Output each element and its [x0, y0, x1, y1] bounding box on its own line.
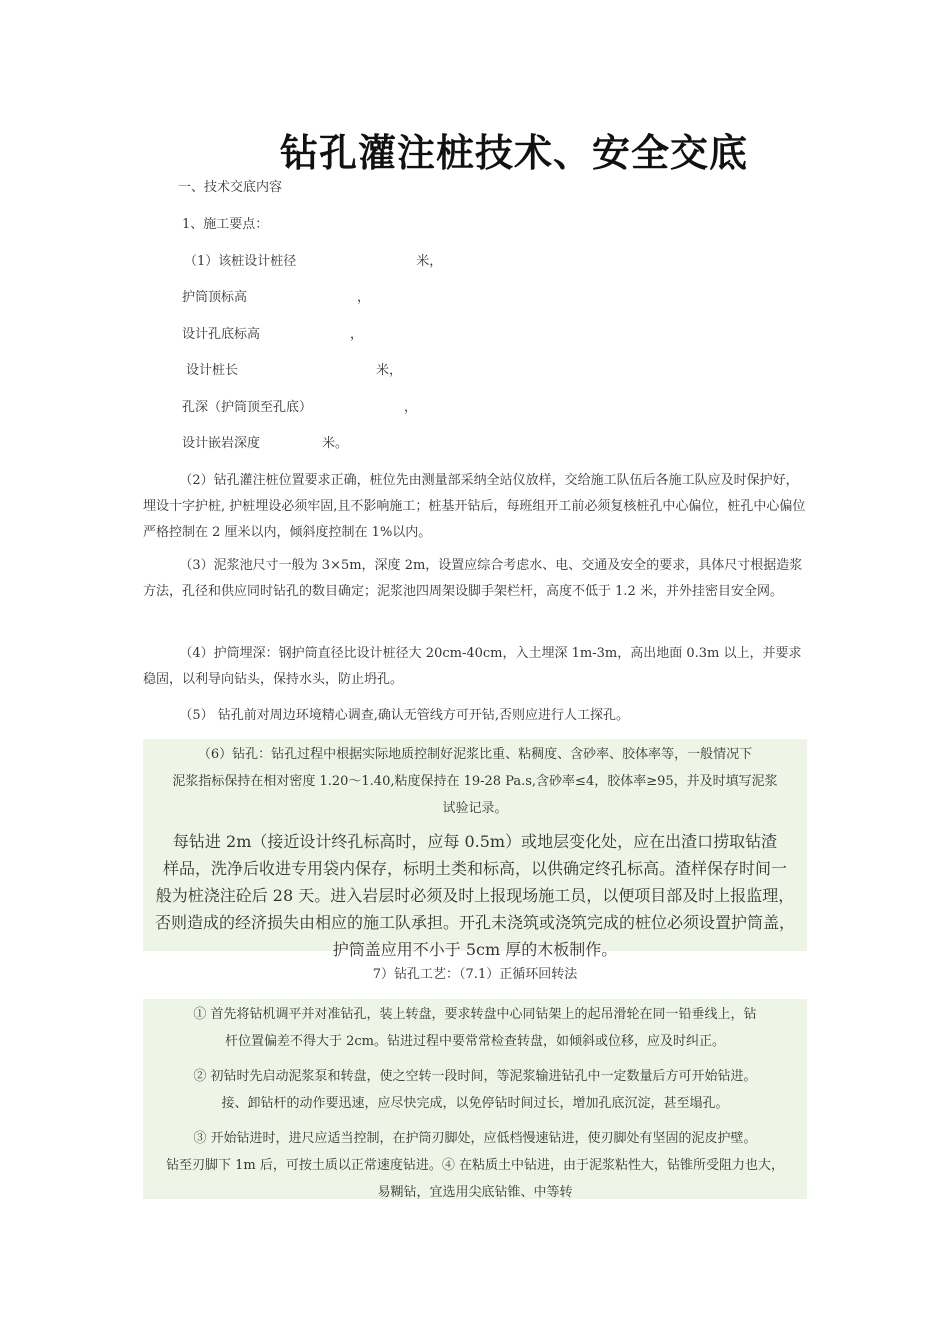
paragraph-5: （5） 钻孔前对周边环境精心调查,确认无管线方可开钻,否则应进行人工探孔。: [179, 708, 630, 723]
spec-label: 设计桩长: [186, 363, 239, 378]
spec-unit: 米，: [416, 254, 443, 269]
text-line: 试验记录。: [442, 801, 508, 816]
spec-label: 护筒顶标高: [182, 290, 248, 305]
spec-label: 设计嵌岩深度: [182, 436, 261, 451]
text-line: ② 初钻时先启动泥浆泵和转盘，使之空转一段时间，等泥浆输进钻孔中一定数量后方可开始钻进。: [193, 1069, 757, 1084]
spec-rock-depth: [182, 434, 348, 454]
text-line: 杆位置偏差不得大于 2cm。钻进过程中要常常检查转盘，如倾斜或位移，应及时纠正。: [224, 1034, 725, 1049]
text-line: 钻至刃脚下 1m 后，可按土质以正常速度钻进。④ 在粘质土中钻进，由于泥浆粘性大，钻锥所受阻力也大，: [166, 1158, 784, 1173]
text-line: 护筒盖应用不小于 5cm 厚的木板制作。: [332, 940, 618, 959]
spec-pile-diameter: [184, 252, 442, 272]
text-line: ① 首先将钻机调平并对准钻孔，装上转盘，要求转盘中心同钻架上的起吊滑轮在同一铅垂线上，钻: [193, 1007, 757, 1022]
text-line: 般为桩浇注砼后 28 天。进入岩层时必须及时上报现场施工员，以便项目部及时上报监理，: [155, 886, 795, 905]
process-heading: 7）钻孔工艺：（7.1）正循环回转法: [372, 967, 578, 982]
text-line: 易糊钻，宜选用尖底钻锥、中等转: [377, 1185, 573, 1200]
highlight-block-drilling: [143, 739, 807, 959]
paragraph-3: （3）泥浆池尺寸一般为 3×5m，深度 2m，设置应综合考虑水、电、交通及安全的要求，具体尺寸根据造浆方法，孔径和供应同时钻孔的数目确定；泥浆池四周架设脚手架栏杆，高度不低于 1.2 米，并外挂密目安全网。: [143, 558, 803, 599]
spec-hole-bottom: [182, 325, 363, 345]
spec-label: （1）该桩设计桩径: [184, 254, 297, 269]
text-line: （6）钻孔：钻孔过程中根据实际地质控制好泥浆比重、粘稠度、含砂率、胶体率等，一般情况下: [197, 747, 753, 762]
text-line: 泥浆指标保持在相对密度 1.20～1.40,粘度保持在 19-28 Pa.s,含砂率≤4，胶体率≥95，并及时填写泥浆: [172, 774, 778, 789]
spec-unit: 米。: [322, 436, 349, 451]
page-title: 钻孔灌注桩技术、安全交底: [280, 130, 749, 175]
spec-unit: ，: [357, 290, 371, 305]
text-line: 否则造成的经济损失由相应的施工队承担。开孔未浇筑或浇筑完成的桩位必须设置护筒盖，: [154, 913, 795, 932]
highlight-block-process: [143, 999, 807, 1199]
spec-unit: 米，: [376, 363, 403, 378]
spec-hole-depth: [182, 398, 417, 418]
spec-unit: ，: [404, 400, 418, 415]
paragraph-4: （4）护筒埋深：钢护筒直径比设计桩径大 20cm-40cm，入土埋深 1m-3m，高出地面 0.3m 以上，并要求稳固，以利导向钻头，保持水头，防止坍孔。: [143, 646, 802, 687]
spec-label: 设计孔底标高: [182, 327, 261, 342]
text-line: 接、卸钻杆的动作要迅速，应尽快完成，以免停钻时间过长，增加孔底沉淀，甚至塌孔。: [221, 1096, 729, 1111]
spec-unit: ，: [350, 327, 364, 342]
subsection-heading: 1、施工要点：: [182, 217, 269, 232]
spec-label: 孔深（护筒顶至孔底）: [182, 400, 313, 415]
spec-pile-length: [186, 361, 402, 381]
text-line: ③ 开始钻进时，进尺应适当控制，在护筒刃脚处，应低档慢速钻进，使刃脚处有坚固的泥皮护壁。: [193, 1131, 757, 1146]
spec-casing-top: [182, 288, 370, 308]
text-line: 样品，洗净后收进专用袋内保存，标明土类和标高，以供确定终孔标高。渣样保存时间一: [162, 859, 787, 878]
paragraph-2: （2）钻孔灌注桩位置要求正确，桩位先由测量部采纳全站仪放样，交给施工队伍后各施工队应及时保护好，埋设十字护桩, 护桩埋设必须牢固,且不影响施工；桩基开钻后，每班组开工前必须复核桩孔中心偏位，桩孔中心偏位严格控制在 2 厘米以内，倾斜度控制在 1%以内。: [143, 473, 806, 540]
text-line: 每钻进 2m（接近设计终孔标高时，应每 0.5m）或地层变化处，应在出渣口捞取钻渣: [172, 832, 778, 851]
section-heading: 一、技术交底内容: [178, 180, 283, 195]
